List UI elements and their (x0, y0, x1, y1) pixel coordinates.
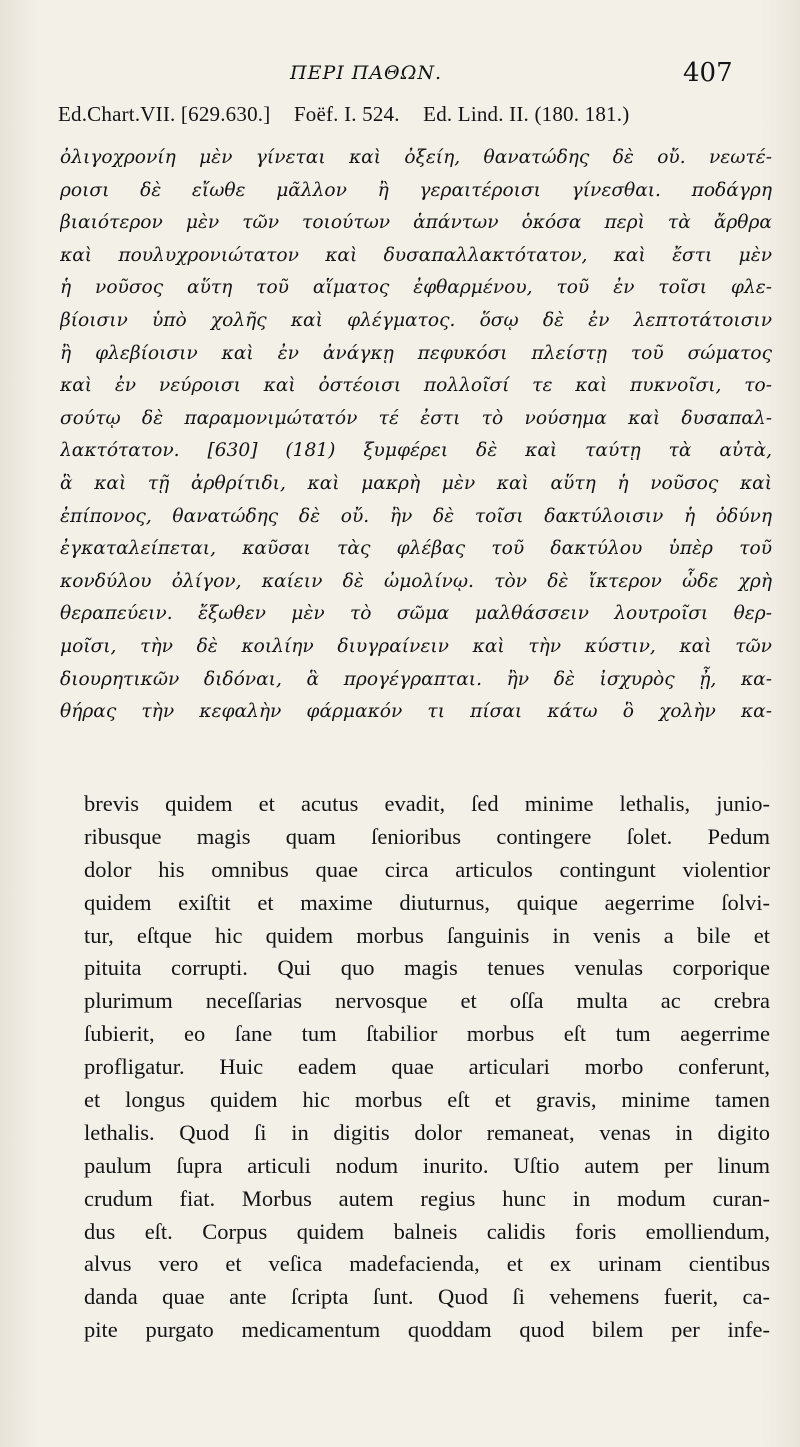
greek-line: σούτῳ δὲ παραμονιμώτατόν τέ ἐστι τὸ νούσημα καὶ δυσαπαλ- (60, 407, 772, 429)
latin-line: ribusque magis quam ſenioribus contingere ſolet. Pedum (84, 823, 770, 849)
latin-line: profligatur. Huic eadem quae articulari morbo conferunt, (84, 1054, 770, 1080)
greek-line: ἢ φλεβίοισιν καὶ ἐν ἀνάγκῃ πεφυκόσι πλείστῃ τοῦ σώματος (60, 342, 772, 364)
latin-line: dus eſt. Corpus quidem balneis calidis foris emolliendum, (84, 1218, 770, 1244)
latin-line: crudum fiat. Morbus autem regius hunc in modum curan- (84, 1185, 770, 1211)
greek-line: ἐπίπονος, θανατώδης δὲ οὔ. ἢν δὲ τοῖσι δακτύλοισιν ἡ ὀδύνη (60, 505, 772, 527)
greek-line: ἡ νοῦσος αὕτη τοῦ αἵματος ἐφθαρμένου, τοῦ ἐν τοῖσι φλε- (60, 277, 772, 299)
greek-line: ροισι δὲ εἴωθε μᾶλλον ἢ γεραιτέροισι γίνεσθαι. ποδάγρη (60, 179, 772, 201)
greek-line: θεραπεύειν. ἔξωθεν μὲν τὸ σῶμα μαλθάσσειν λουτροῖσι θερ- (60, 603, 772, 625)
greek-line: ἐγκαταλείπεται, καῦσαι τὰς φλέβας τοῦ δακτύλου ὑπὲρ τοῦ (60, 538, 772, 560)
greek-line: καὶ πουλυχρονιώτατον καὶ δυσαπαλλακτότατον, καὶ ἔστι μὲν (60, 244, 772, 266)
greek-line: μοῖσι, τὴν δὲ κοιλίην διυγραίνειν καὶ τὴν κύστιν, καὶ τῶν (60, 635, 772, 657)
latin-text-block (84, 788, 770, 1347)
page-number: 407 (683, 58, 733, 88)
latin-line: plurimum neceſſarias nervosque et oſſa multa ac crebra (84, 988, 770, 1014)
running-title: ΠΕΡΙ ΠΑΘΩΝ. (290, 62, 443, 84)
greek-line: καὶ ἐν νεύροισι καὶ ὀστέοισι πολλοῖσί τε καὶ πυκνοῖσι, το- (60, 375, 772, 397)
greek-line: θήρας τὴν κεφαλὴν φάρμακόν τι πίσαι κάτω ὃ χολὴν κα- (60, 701, 772, 723)
greek-line: ὀλιγοχρονίη μὲν γίνεται καὶ ὀξείη, θανατώδης δὲ οὔ. νεωτέ- (60, 147, 772, 168)
latin-line: dolor his omnibus quae circa articulos contingunt violentior (84, 856, 770, 882)
latin-line: brevis quidem et acutus evadit, ſed minime lethalis, junio- (84, 791, 770, 816)
latin-line: ſubierit, eo ſane tum ſtabilior morbus eſt tum aegerrime (84, 1021, 770, 1047)
greek-line: ἃ καὶ τῇ ἀρθρίτιδι, καὶ μακρὴ μὲν καὶ αὕτη ἡ νοῦσος καὶ (60, 472, 772, 494)
greek-line: κονδύλου ὀλίγον, καίειν δὲ ὠμολίνῳ. τὸν δὲ ἴκτερον ὧδε χρὴ (60, 570, 772, 592)
latin-line: paulum ſupra articuli nodum inurito. Uſtio autem per linum (84, 1152, 770, 1178)
latin-line: pituita corrupti. Qui quo magis tenues venulas corporique (84, 955, 770, 981)
latin-line: tur, eſtque hic quidem morbus ſanguinis in venis a bile et (84, 922, 770, 948)
greek-line: διουρητικῶν διδόναι, ἃ προγέγραπται. ἢν δὲ ἰσχυρὸς ᾖ, κα- (60, 668, 772, 690)
edition-references (58, 102, 778, 127)
greek-line: λακτότατον. [630] (181) ξυμφέρει δὲ καὶ ταύτῃ τὰ αὐτὰ, (60, 440, 772, 462)
latin-line: quidem exiſtit et maxime diuturnus, quique aegerrime ſolvi- (84, 889, 770, 915)
greek-text-block (60, 142, 772, 729)
latin-line: alvus vero et veſica madefacienda, et ex urinam cientibus (84, 1251, 770, 1277)
latin-line: lethalis. Quod ſi in digitis dolor remaneat, venas in digito (84, 1119, 770, 1145)
greek-line: βίοισιν ὑπὸ χολῆς καὶ φλέγματος. ὅσῳ δὲ ἐν λεπτοτάτοισιν (60, 309, 772, 331)
latin-line: pite purgato medicamentum quoddam quod bilem per infe- (84, 1317, 770, 1343)
edition-ref-chart: Ed.Chart.VII. [629.630.] (58, 102, 271, 126)
latin-line: danda quae ante ſcripta ſunt. Quod ſi vehemens fuerit, ca- (84, 1284, 770, 1310)
page-header (0, 58, 800, 102)
edition-ref-foes: Foëf. I. 524. (293, 102, 400, 126)
edition-ref-lind: Ed. Lind. II. (180. 181.) (423, 102, 630, 126)
latin-line: et longus quidem hic morbus eſt et gravis, minime tamen (84, 1087, 770, 1113)
greek-line: βιαιότερον μὲν τῶν τοιούτων ἁπάντων ὁκόσα περὶ τὰ ἄρθρα (60, 212, 772, 234)
